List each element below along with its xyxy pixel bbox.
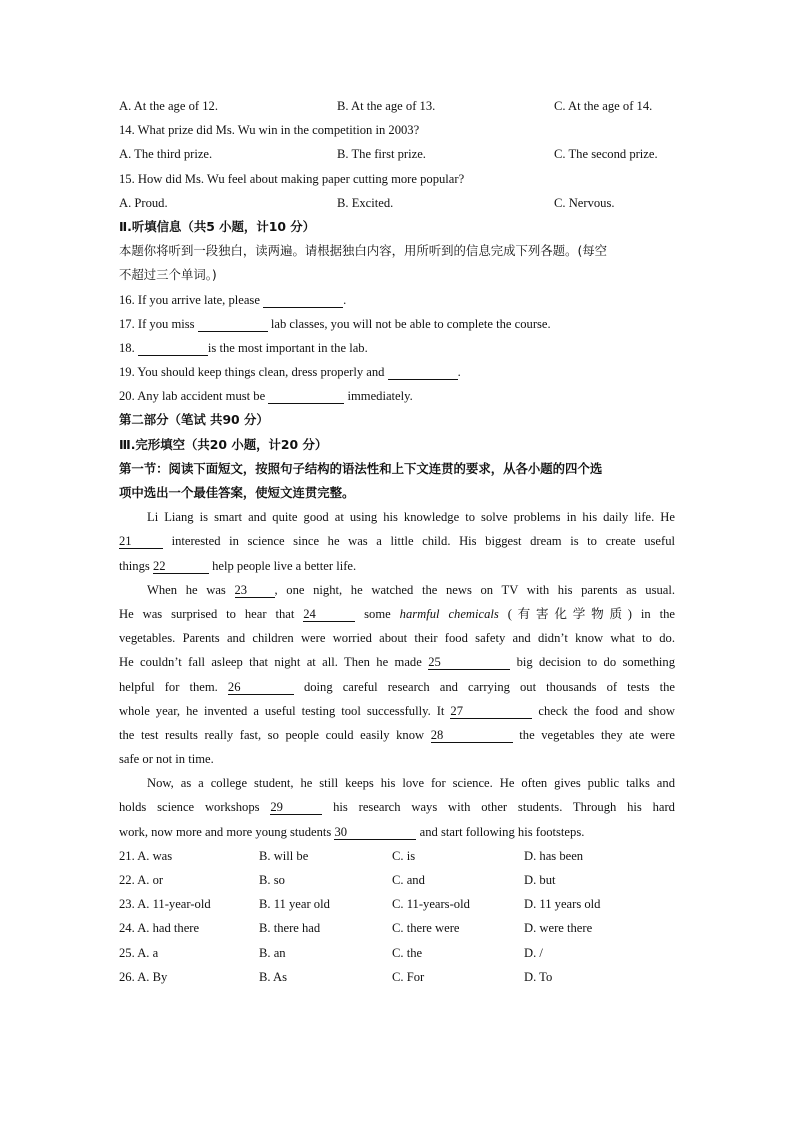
choice-row-22 (119, 868, 675, 892)
blank-26[interactable]: 26 (228, 680, 294, 695)
section-3-instruction: 第一节：阅读下面短文，按照句子结构的语法性和上下文连贯的要求，从各小题的四个选 (119, 460, 603, 476)
choice-d[interactable]: D. / (524, 945, 543, 960)
section-2-heading: Ⅱ.听填信息（共5 小题，计10 分） (119, 218, 316, 234)
choice-d[interactable]: D. were there (524, 921, 593, 936)
question-15: 15. How did Ms. Wu feel about making paper cutting more popular? (119, 171, 465, 186)
passage-line: Li Liang is smart and quite good at using his knowledge to solve problems in his daily life. He (147, 510, 675, 525)
option-a: A. Proud. (119, 195, 168, 210)
section-3-heading: Ⅲ.完形填空（共20 小题，计20 分） (119, 436, 328, 452)
option-c: C. The second prize. (554, 147, 658, 162)
passage-line: work, now more and more young students 30 and start following his footsteps. (119, 824, 585, 839)
passage-line: Now, as a college student, he still keeps his love for science. He often gives public talks and (147, 776, 675, 791)
passage-line: vegetables. Parents and children were worried about their food safety and didn’t know what to do. (119, 631, 675, 646)
q14-options (119, 142, 675, 166)
option-a: A. The third prize. (119, 147, 213, 162)
passage-line: He couldn’t fall asleep that night at all. Then he made 25 big decision to do something (119, 655, 675, 670)
choice-a[interactable]: 25. A. a (119, 945, 159, 960)
choice-row-23 (119, 892, 675, 916)
fill-item-18: 18. is the most important in the lab. (119, 340, 368, 355)
choice-row-21 (119, 844, 675, 868)
choice-a[interactable]: 21. A. was (119, 848, 173, 863)
choice-d[interactable]: D. has been (524, 848, 584, 863)
question-14: 14. What prize did Ms. Wu win in the competition in 2003? (119, 123, 420, 138)
answer-blank-19[interactable] (388, 365, 458, 380)
fill-item-19: 19. You should keep things clean, dress properly and . (119, 365, 461, 380)
choice-c[interactable]: C. and (392, 873, 425, 887)
passage-line: the test results really fast, so people could easily know 28 the vegetables they ate were (119, 727, 675, 742)
q13-options (119, 94, 675, 118)
choice-c[interactable]: C. 11-years-old (392, 897, 470, 912)
choice-row-24 (119, 916, 675, 940)
option-b: B. The first prize. (337, 147, 426, 162)
blank-22[interactable]: 22 (153, 559, 209, 574)
section-3-instruction-cont: 项中选出一个最佳答案，使短文连贯完整。 (119, 485, 355, 500)
option-c: C. At the age of 14. (554, 99, 653, 113)
passage-line: He was surprised to hear that 24 some harmful chemicals (有害化学物质) in the (119, 606, 675, 621)
passage-line: safe or not in time. (119, 752, 214, 767)
choice-d[interactable]: D. 11 years old (524, 897, 601, 912)
choice-b[interactable]: B. there had (259, 921, 321, 936)
choice-d[interactable]: D. but (524, 873, 556, 887)
blank-29[interactable]: 29 (270, 800, 322, 815)
passage-line: whole year, he invented a useful testing tool successfully. It 27 check the food and show (119, 703, 675, 718)
section-2-instruction-cont: 不超过三个单词。) (119, 267, 217, 283)
q15-options (119, 191, 675, 215)
choice-row-25 (119, 941, 675, 965)
answer-blank-16[interactable] (263, 293, 343, 308)
choice-c[interactable]: C. there were (392, 921, 460, 936)
choice-row-26 (119, 965, 675, 989)
blank-25[interactable]: 25 (428, 655, 510, 670)
choice-b[interactable]: B. 11 year old (259, 897, 330, 912)
blank-30[interactable]: 30 (334, 825, 416, 840)
fill-item-17: 17. If you miss lab classes, you will not be able to complete the course. (119, 316, 551, 331)
answer-blank-18[interactable] (138, 341, 208, 356)
option-c: C. Nervous. (554, 195, 615, 210)
choice-b[interactable]: B. will be (259, 848, 309, 863)
section-2-instruction: 本题你将听到一段独白，读两遍。请根据独白内容，用所听到的信息完成下列各题。(每空 (119, 243, 608, 259)
choice-b[interactable]: B. an (259, 945, 286, 960)
option-b: B. Excited. (337, 195, 394, 210)
answer-blank-20[interactable] (268, 389, 344, 404)
passage-line: holds science workshops 29 his research ways with other students. Through his hard (119, 800, 675, 815)
fill-item-20: 20. Any lab accident must be immediately. (119, 389, 413, 404)
blank-21[interactable]: 21 (119, 534, 163, 549)
choice-b[interactable]: B. so (259, 873, 285, 887)
choice-b[interactable]: B. As (259, 969, 287, 984)
answer-blank-17[interactable] (198, 317, 268, 332)
choice-a[interactable]: 23. A. 11-year-old (119, 897, 211, 912)
part-2-heading: 第二部分（笔试 共90 分） (119, 412, 269, 428)
blank-28[interactable]: 28 (431, 728, 513, 743)
passage-line: 21 interested in science since he was a little child. His biggest dream is to create useful (119, 534, 675, 549)
option-b: B. At the age of 13. (337, 99, 436, 113)
choice-c[interactable]: C. For (392, 969, 425, 984)
blank-27[interactable]: 27 (450, 704, 532, 719)
blank-23[interactable]: 23 (235, 583, 275, 598)
option-a: A. At the age of 12. (119, 99, 218, 113)
choice-a[interactable]: 22. A. or (119, 873, 164, 887)
blank-24[interactable]: 24 (303, 607, 355, 622)
passage-line: things 22 help people live a better life. (119, 558, 357, 573)
choice-a[interactable]: 24. A. had there (119, 921, 200, 936)
exam-page (119, 94, 675, 989)
passage-line: When he was 23 , one night, he watched the news on TV with his parents as usual. (147, 582, 675, 597)
choice-c[interactable]: C. the (392, 945, 423, 960)
choice-c[interactable]: C. is (392, 848, 416, 863)
choice-a[interactable]: 26. A. By (119, 969, 168, 984)
choice-d[interactable]: D. To (524, 969, 553, 984)
fill-item-16: 16. If you arrive late, please . (119, 292, 347, 307)
passage-line: helpful for them. 26 doing careful research and carrying out thousands of tests the (119, 679, 675, 694)
